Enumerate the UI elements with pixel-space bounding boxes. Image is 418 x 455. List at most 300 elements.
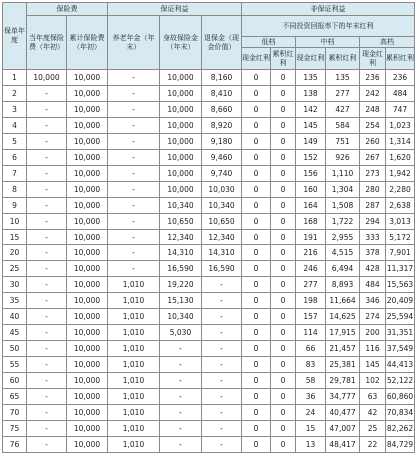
table-row xyxy=(3,181,415,197)
cell-annuity: 1,010 xyxy=(108,389,160,405)
cell-mid-cumulative: 926 xyxy=(326,149,360,165)
cell-mid-cash: 138 xyxy=(296,85,326,101)
cell-premium-year: - xyxy=(27,309,67,325)
cell-low-cash: 0 xyxy=(242,101,271,117)
cell-surrender-value: - xyxy=(202,389,242,405)
cell-high-cumulative: 44,413 xyxy=(386,357,415,373)
cell-policy-year: 35 xyxy=(3,293,27,309)
cell-mid-cumulative: 34,777 xyxy=(326,389,360,405)
cell-surrender-value: 14,310 xyxy=(202,245,242,261)
cell-premium-year: - xyxy=(27,293,67,309)
cell-low-cash: 0 xyxy=(242,213,271,229)
header-nonguaranteed-group: 非保证利益 xyxy=(242,3,415,16)
cell-low-cumulative: 0 xyxy=(271,357,296,373)
cell-premium-year: - xyxy=(27,389,67,405)
cell-surrender-value: - xyxy=(202,341,242,357)
cell-low-cumulative: 0 xyxy=(271,165,296,181)
cell-mid-cumulative: 1,110 xyxy=(326,165,360,181)
header-tier-low: 低档 xyxy=(242,37,296,48)
cell-annuity: - xyxy=(108,261,160,277)
cell-premium-year: - xyxy=(27,341,67,357)
cell-high-cumulative: 484 xyxy=(386,85,415,101)
header-policy-year: 保单年度 xyxy=(3,3,27,70)
table-row xyxy=(3,309,415,325)
cell-low-cumulative: 0 xyxy=(271,85,296,101)
cell-low-cash: 0 xyxy=(242,181,271,197)
cell-premium-cumulative: 10,000 xyxy=(67,197,108,213)
cell-mid-cumulative: 21,457 xyxy=(326,341,360,357)
cell-mid-cumulative: 1,508 xyxy=(326,197,360,213)
table-row xyxy=(3,245,415,261)
cell-premium-year: - xyxy=(27,405,67,421)
cell-premium-year: - xyxy=(27,261,67,277)
header-death-benefit: 身故保险金（年末） xyxy=(160,16,202,70)
cell-high-cumulative: 2,280 xyxy=(386,181,415,197)
cell-mid-cash: 58 xyxy=(296,373,326,389)
cell-death-benefit: 16,590 xyxy=(160,261,202,277)
header-tier-mid: 中档 xyxy=(296,37,360,48)
cell-high-cash: 294 xyxy=(360,213,386,229)
cell-low-cash: 0 xyxy=(242,420,271,436)
cell-surrender-value: - xyxy=(202,357,242,373)
cell-policy-year: 40 xyxy=(3,309,27,325)
cell-policy-year: 15 xyxy=(3,229,27,245)
cell-annuity: - xyxy=(108,149,160,165)
table-row xyxy=(3,389,415,405)
cell-low-cash: 0 xyxy=(242,117,271,133)
cell-high-cash: 346 xyxy=(360,293,386,309)
cell-mid-cumulative: 14,625 xyxy=(326,309,360,325)
cell-high-cash: 274 xyxy=(360,309,386,325)
cell-low-cash: 0 xyxy=(242,389,271,405)
cell-surrender-value: - xyxy=(202,420,242,436)
cell-low-cumulative: 0 xyxy=(271,389,296,405)
cell-mid-cumulative: 751 xyxy=(326,133,360,149)
cell-premium-cumulative: 10,000 xyxy=(67,405,108,421)
cell-premium-year: - xyxy=(27,117,67,133)
cell-high-cumulative: 1,942 xyxy=(386,165,415,181)
cell-high-cumulative: 52,122 xyxy=(386,373,415,389)
cell-low-cumulative: 0 xyxy=(271,309,296,325)
cell-high-cash: 378 xyxy=(360,245,386,261)
cell-death-benefit: - xyxy=(160,436,202,452)
header-dividend-title: 不同投资回报率下的年末红利 xyxy=(242,16,415,37)
cell-death-benefit: - xyxy=(160,373,202,389)
cell-high-cash: 236 xyxy=(360,70,386,86)
cell-annuity: 1,010 xyxy=(108,341,160,357)
cell-policy-year: 7 xyxy=(3,165,27,181)
cell-mid-cash: 15 xyxy=(296,420,326,436)
cell-mid-cumulative: 277 xyxy=(326,85,360,101)
cell-mid-cumulative: 25,381 xyxy=(326,357,360,373)
cell-annuity: - xyxy=(108,245,160,261)
table-row xyxy=(3,213,415,229)
cell-low-cumulative: 0 xyxy=(271,101,296,117)
cell-death-benefit: 10,000 xyxy=(160,149,202,165)
table-row xyxy=(3,229,415,245)
cell-surrender-value: 9,740 xyxy=(202,165,242,181)
cell-death-benefit: - xyxy=(160,357,202,373)
cell-low-cumulative: 0 xyxy=(271,293,296,309)
cell-mid-cumulative: 29,781 xyxy=(326,373,360,389)
cell-annuity: 1,010 xyxy=(108,436,160,452)
cell-low-cash: 0 xyxy=(242,341,271,357)
cell-low-cash: 0 xyxy=(242,70,271,86)
cell-mid-cumulative: 584 xyxy=(326,117,360,133)
cell-policy-year: 70 xyxy=(3,405,27,421)
cell-policy-year: 4 xyxy=(3,117,27,133)
header-low-cumulative: 累积红利 xyxy=(271,48,296,70)
cell-high-cumulative: 60,860 xyxy=(386,389,415,405)
table-row xyxy=(3,420,415,436)
table-row xyxy=(3,197,415,213)
cell-mid-cash: 216 xyxy=(296,245,326,261)
cell-premium-cumulative: 10,000 xyxy=(67,357,108,373)
header-premium-group: 保险费 xyxy=(27,3,108,16)
cell-low-cash: 0 xyxy=(242,133,271,149)
header-tier-high: 高档 xyxy=(360,37,415,48)
cell-surrender-value: - xyxy=(202,373,242,389)
cell-mid-cash: 246 xyxy=(296,261,326,277)
table-row xyxy=(3,70,415,86)
cell-mid-cumulative: 427 xyxy=(326,101,360,117)
cell-high-cash: 116 xyxy=(360,341,386,357)
cell-death-benefit: 10,000 xyxy=(160,85,202,101)
cell-low-cash: 0 xyxy=(242,436,271,452)
cell-death-benefit: 15,130 xyxy=(160,293,202,309)
cell-high-cumulative: 1,620 xyxy=(386,149,415,165)
cell-low-cumulative: 0 xyxy=(271,181,296,197)
cell-low-cumulative: 0 xyxy=(271,117,296,133)
cell-death-benefit: 19,220 xyxy=(160,277,202,293)
cell-low-cash: 0 xyxy=(242,245,271,261)
cell-annuity: - xyxy=(108,85,160,101)
header-surrender-value: 退保金（现金价值） xyxy=(202,16,242,70)
cell-high-cash: 200 xyxy=(360,325,386,341)
cell-policy-year: 75 xyxy=(3,420,27,436)
cell-annuity: - xyxy=(108,117,160,133)
cell-mid-cash: 164 xyxy=(296,197,326,213)
cell-low-cash: 0 xyxy=(242,261,271,277)
cell-premium-cumulative: 10,000 xyxy=(67,309,108,325)
cell-mid-cash: 156 xyxy=(296,165,326,181)
cell-high-cumulative: 747 xyxy=(386,101,415,117)
cell-mid-cumulative: 1,722 xyxy=(326,213,360,229)
cell-mid-cash: 277 xyxy=(296,277,326,293)
cell-annuity: - xyxy=(108,101,160,117)
cell-low-cumulative: 0 xyxy=(271,277,296,293)
cell-death-benefit: - xyxy=(160,389,202,405)
cell-low-cumulative: 0 xyxy=(271,245,296,261)
header-high-cash: 现金红利 xyxy=(360,48,386,70)
cell-low-cumulative: 0 xyxy=(271,70,296,86)
cell-high-cumulative: 3,013 xyxy=(386,213,415,229)
cell-premium-cumulative: 10,000 xyxy=(67,277,108,293)
cell-low-cash: 0 xyxy=(242,405,271,421)
cell-high-cash: 273 xyxy=(360,165,386,181)
cell-policy-year: 55 xyxy=(3,357,27,373)
cell-policy-year: 9 xyxy=(3,197,27,213)
cell-premium-cumulative: 10,000 xyxy=(67,165,108,181)
cell-annuity: 1,010 xyxy=(108,405,160,421)
cell-annuity: 1,010 xyxy=(108,293,160,309)
cell-premium-year: - xyxy=(27,325,67,341)
cell-surrender-value: 8,410 xyxy=(202,85,242,101)
header-mid-cash: 现金红利 xyxy=(296,48,326,70)
cell-low-cumulative: 0 xyxy=(271,133,296,149)
cell-mid-cash: 198 xyxy=(296,293,326,309)
cell-premium-year: - xyxy=(27,245,67,261)
cell-premium-cumulative: 10,000 xyxy=(67,149,108,165)
cell-low-cash: 0 xyxy=(242,309,271,325)
cell-surrender-value: 8,920 xyxy=(202,117,242,133)
cell-mid-cumulative: 48,417 xyxy=(326,436,360,452)
cell-death-benefit: 10,000 xyxy=(160,117,202,133)
cell-death-benefit: 10,000 xyxy=(160,133,202,149)
cell-premium-year: - xyxy=(27,197,67,213)
cell-low-cash: 0 xyxy=(242,293,271,309)
cell-low-cash: 0 xyxy=(242,85,271,101)
cell-high-cash: 267 xyxy=(360,149,386,165)
cell-high-cumulative: 7,901 xyxy=(386,245,415,261)
cell-policy-year: 25 xyxy=(3,261,27,277)
cell-low-cash: 0 xyxy=(242,277,271,293)
header-guaranteed-group: 保证利益 xyxy=(108,3,242,16)
cell-premium-year: - xyxy=(27,133,67,149)
cell-high-cash: 25 xyxy=(360,420,386,436)
cell-low-cumulative: 0 xyxy=(271,325,296,341)
table-row xyxy=(3,261,415,277)
cell-low-cumulative: 0 xyxy=(271,373,296,389)
cell-high-cumulative: 20,409 xyxy=(386,293,415,309)
table-row xyxy=(3,133,415,149)
table-row xyxy=(3,341,415,357)
cell-policy-year: 45 xyxy=(3,325,27,341)
header-annuity: 养老年金（年末） xyxy=(108,16,160,70)
cell-premium-cumulative: 10,000 xyxy=(67,341,108,357)
cell-policy-year: 65 xyxy=(3,389,27,405)
cell-annuity: 1,010 xyxy=(108,325,160,341)
cell-surrender-value: 10,340 xyxy=(202,197,242,213)
cell-high-cumulative: 15,563 xyxy=(386,277,415,293)
cell-premium-cumulative: 10,000 xyxy=(67,325,108,341)
cell-low-cash: 0 xyxy=(242,197,271,213)
cell-policy-year: 10 xyxy=(3,213,27,229)
cell-death-benefit: 10,000 xyxy=(160,70,202,86)
cell-mid-cumulative: 135 xyxy=(326,70,360,86)
cell-annuity: - xyxy=(108,181,160,197)
cell-premium-cumulative: 10,000 xyxy=(67,229,108,245)
cell-low-cumulative: 0 xyxy=(271,197,296,213)
cell-mid-cash: 152 xyxy=(296,149,326,165)
cell-low-cumulative: 0 xyxy=(271,405,296,421)
cell-premium-year: - xyxy=(27,420,67,436)
cell-annuity: - xyxy=(108,197,160,213)
cell-surrender-value: - xyxy=(202,293,242,309)
table-row xyxy=(3,357,415,373)
cell-low-cumulative: 0 xyxy=(271,213,296,229)
cell-premium-cumulative: 10,000 xyxy=(67,85,108,101)
cell-mid-cash: 66 xyxy=(296,341,326,357)
header-premium-year: 当年度保险费（年初） xyxy=(27,16,67,70)
cell-premium-year: - xyxy=(27,85,67,101)
cell-high-cumulative: 37,549 xyxy=(386,341,415,357)
cell-mid-cash: 149 xyxy=(296,133,326,149)
cell-premium-year: - xyxy=(27,181,67,197)
cell-death-benefit: 10,000 xyxy=(160,181,202,197)
cell-mid-cash: 168 xyxy=(296,213,326,229)
cell-mid-cash: 114 xyxy=(296,325,326,341)
cell-mid-cumulative: 6,494 xyxy=(326,261,360,277)
cell-policy-year: 20 xyxy=(3,245,27,261)
cell-high-cash: 63 xyxy=(360,389,386,405)
cell-premium-year: - xyxy=(27,149,67,165)
cell-high-cash: 22 xyxy=(360,436,386,452)
cell-premium-cumulative: 10,000 xyxy=(67,117,108,133)
cell-premium-year: - xyxy=(27,101,67,117)
cell-mid-cash: 13 xyxy=(296,436,326,452)
cell-premium-year: - xyxy=(27,373,67,389)
cell-mid-cash: 191 xyxy=(296,229,326,245)
cell-premium-cumulative: 10,000 xyxy=(67,70,108,86)
cell-death-benefit: 5,030 xyxy=(160,325,202,341)
cell-surrender-value: - xyxy=(202,325,242,341)
cell-high-cumulative: 70,834 xyxy=(386,405,415,421)
cell-high-cumulative: 236 xyxy=(386,70,415,86)
cell-high-cash: 280 xyxy=(360,181,386,197)
cell-premium-year: - xyxy=(27,357,67,373)
cell-policy-year: 1 xyxy=(3,70,27,86)
cell-mid-cash: 142 xyxy=(296,101,326,117)
cell-high-cash: 102 xyxy=(360,373,386,389)
cell-low-cumulative: 0 xyxy=(271,229,296,245)
table-row xyxy=(3,405,415,421)
cell-mid-cumulative: 47,007 xyxy=(326,420,360,436)
cell-death-benefit: 10,000 xyxy=(160,101,202,117)
cell-annuity: - xyxy=(108,229,160,245)
cell-surrender-value: 8,160 xyxy=(202,70,242,86)
cell-premium-cumulative: 10,000 xyxy=(67,389,108,405)
table-row xyxy=(3,293,415,309)
cell-death-benefit: 14,310 xyxy=(160,245,202,261)
cell-low-cumulative: 0 xyxy=(271,420,296,436)
cell-high-cumulative: 31,351 xyxy=(386,325,415,341)
cell-premium-year: - xyxy=(27,213,67,229)
cell-high-cumulative: 1,023 xyxy=(386,117,415,133)
cell-high-cumulative: 11,317 xyxy=(386,261,415,277)
cell-high-cash: 428 xyxy=(360,261,386,277)
header-high-cumulative: 累积红利 xyxy=(386,48,415,70)
table-row xyxy=(3,149,415,165)
cell-premium-cumulative: 10,000 xyxy=(67,181,108,197)
cell-death-benefit: 10,340 xyxy=(160,197,202,213)
cell-mid-cash: 135 xyxy=(296,70,326,86)
cell-mid-cumulative: 17,915 xyxy=(326,325,360,341)
cell-mid-cumulative: 2,955 xyxy=(326,229,360,245)
cell-low-cash: 0 xyxy=(242,165,271,181)
table-row xyxy=(3,117,415,133)
table-row xyxy=(3,436,415,452)
table-row xyxy=(3,85,415,101)
cell-annuity: 1,010 xyxy=(108,309,160,325)
cell-death-benefit: - xyxy=(160,341,202,357)
header-mid-cumulative: 累积红利 xyxy=(326,48,360,70)
cell-mid-cumulative: 8,893 xyxy=(326,277,360,293)
cell-high-cash: 484 xyxy=(360,277,386,293)
cell-surrender-value: - xyxy=(202,309,242,325)
cell-high-cash: 145 xyxy=(360,357,386,373)
cell-premium-cumulative: 10,000 xyxy=(67,213,108,229)
cell-annuity: 1,010 xyxy=(108,277,160,293)
cell-low-cumulative: 0 xyxy=(271,149,296,165)
cell-low-cash: 0 xyxy=(242,149,271,165)
cell-surrender-value: 12,340 xyxy=(202,229,242,245)
cell-death-benefit: 12,340 xyxy=(160,229,202,245)
cell-high-cumulative: 1,314 xyxy=(386,133,415,149)
cell-policy-year: 76 xyxy=(3,436,27,452)
cell-high-cash: 287 xyxy=(360,197,386,213)
cell-annuity: - xyxy=(108,133,160,149)
cell-low-cumulative: 0 xyxy=(271,341,296,357)
cell-surrender-value: - xyxy=(202,436,242,452)
cell-mid-cash: 145 xyxy=(296,117,326,133)
cell-premium-year: 10,000 xyxy=(27,70,67,86)
cell-premium-cumulative: 10,000 xyxy=(67,245,108,261)
table-row xyxy=(3,165,415,181)
cell-mid-cumulative: 1,304 xyxy=(326,181,360,197)
cell-mid-cash: 160 xyxy=(296,181,326,197)
cell-mid-cash: 36 xyxy=(296,389,326,405)
cell-surrender-value: 10,030 xyxy=(202,181,242,197)
table-body xyxy=(3,70,415,453)
cell-low-cash: 0 xyxy=(242,325,271,341)
cell-high-cash: 248 xyxy=(360,101,386,117)
cell-policy-year: 60 xyxy=(3,373,27,389)
cell-high-cumulative: 82,262 xyxy=(386,420,415,436)
cell-high-cumulative: 25,594 xyxy=(386,309,415,325)
cell-premium-cumulative: 10,000 xyxy=(67,373,108,389)
cell-death-benefit: - xyxy=(160,405,202,421)
cell-premium-year: - xyxy=(27,165,67,181)
cell-death-benefit: 10,000 xyxy=(160,165,202,181)
cell-premium-year: - xyxy=(27,436,67,452)
cell-surrender-value: 8,660 xyxy=(202,101,242,117)
cell-low-cumulative: 0 xyxy=(271,436,296,452)
cell-premium-cumulative: 10,000 xyxy=(67,101,108,117)
cell-premium-year: - xyxy=(27,277,67,293)
cell-mid-cumulative: 11,664 xyxy=(326,293,360,309)
cell-policy-year: 2 xyxy=(3,85,27,101)
cell-policy-year: 5 xyxy=(3,133,27,149)
cell-high-cumulative: 84,729 xyxy=(386,436,415,452)
cell-surrender-value: 16,590 xyxy=(202,261,242,277)
table-row xyxy=(3,373,415,389)
benefit-table xyxy=(2,2,415,453)
cell-premium-cumulative: 10,000 xyxy=(67,133,108,149)
cell-high-cash: 242 xyxy=(360,85,386,101)
cell-high-cash: 42 xyxy=(360,405,386,421)
cell-annuity: - xyxy=(108,213,160,229)
cell-high-cumulative: 5,172 xyxy=(386,229,415,245)
cell-surrender-value: 10,650 xyxy=(202,213,242,229)
cell-annuity: 1,010 xyxy=(108,420,160,436)
cell-annuity: 1,010 xyxy=(108,357,160,373)
cell-policy-year: 6 xyxy=(3,149,27,165)
cell-mid-cumulative: 4,515 xyxy=(326,245,360,261)
cell-high-cash: 333 xyxy=(360,229,386,245)
cell-low-cash: 0 xyxy=(242,229,271,245)
header-low-cash: 现金红利 xyxy=(242,48,271,70)
